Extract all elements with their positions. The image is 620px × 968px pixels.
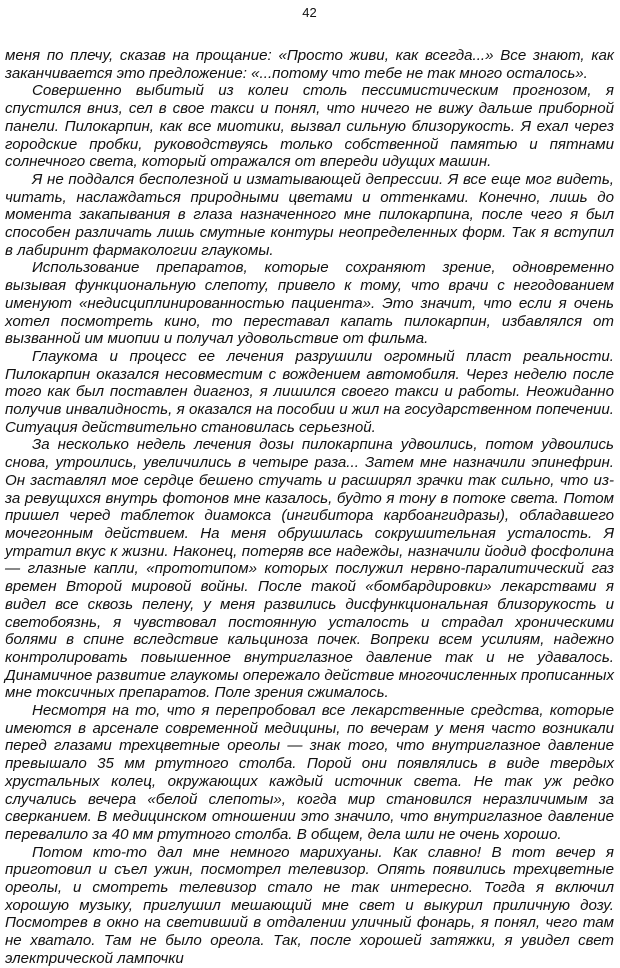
body-text	[5, 47, 614, 968]
paragraph: Совершенно выбитый из колеи столь пессимистическим прогнозом, я спустился вниз, сел в свое такси и понял, что ничего не вижу дальше приборной панели. Пилокарпин, как все миотики, вызвал сильную близорукость. Я ехал через городские пробки, руководствуясь только собственной памятью и пятнами солнечного света, который отражался от впереди идущих машин.	[5, 82, 614, 171]
paragraph: Несмотря на то, что я перепробовал все лекарственные средства, которые имеются в арсенале современной медицины, по вечерам у меня часто возникали перед глазами трехцветные ореолы — знак того, что внутриглазное давление превышало 35 мм ртутного столба. Порой они появлялись в виде твердых хрустальных колец, окружающих каждый источник света. Не так уж редко случались вечера «белой слепоты», когда мир становился неразличимым за сверканием. В медицинском отношении это значило, что внутриглазное давление перевалило за 40 мм ртутного столба. В общем, дела шли не очень хорошо.	[5, 702, 614, 843]
paragraph: меня по плечу, сказав на прощание: «Просто живи, как всегда...» Все знают, как заканчивается это предложение: «...потому что тебе не так много осталось».	[5, 47, 614, 82]
paragraph: За несколько недель лечения дозы пилокарпина удвоились, потом удвоились снова, утроились, увеличились в четыре раза... Затем мне назначили эпинефрин. Он заставлял мое сердце бешено стучать и расширял зрачки так сильно, что из-за ревущихся внутрь фотонов мне казалось, будто я тону в потоке света. Потом пришел черед таблеток диамокса (ингибитора карбоангидразы), обладавшего мочегонным действием. На меня обрушилась сокрушительная усталость. Я утратил вкус к жизни. Наконец, потеряв все надежды, назначили йодид фосфолина — глазные капли, «прототипом» которых послужил нервно-паралитический газ времен Второй мировой войны. После такой «бомбардировки» лекарствами я видел все сквозь пелену, у меня развились дисфункциональная близорукость и светобоязнь, я чувствовал постоянную усталость и страдал хроническими болями в спине вследствие кальциноза почек. Вопреки всем усилиям, надежно контролировать повышенное внутриглазное давление так и не удавалось. Динамичное развитие глаукомы опережало действие многочисленных прописанных мне токсичных препаратов. Поле зрения сжималось.	[5, 436, 614, 702]
paragraph: Я не поддался бесполезной и изматывающей депрессии. Я все еще мог видеть, читать, наслаждаться природными цветами и оттенками. Конечно, лишь до момента закапывания в глаза назначенного мне пилокарпина, после чего я был способен различать лишь смутные контуры неопределенных форм. Так я вступил в лабиринт фармакологии глаукомы.	[5, 170, 614, 259]
paragraph: Использование препаратов, которые сохраняют зрение, одновременно вызывая функциональную слепоту, привело к тому, что врачи с негодованием именуют «недисциплинированностью пациента». Это значит, что если я очень хотел посмотреть кино, то переставал капать пилокарпин, избавлялся от вызванной им миопии и получал удовольствие от фильма.	[5, 259, 614, 348]
paragraph: Потом кто-то дал мне немного марихуаны. Как славно! В тот вечер я приготовил и съел ужин, посмотрел телевизор. Опять появились трехцветные ореолы, и смотреть телевизор стало не так интересно. Тогда я включил хорошую музыку, приглушил мешающий мне свет и выкурил приличную дозу. Посмотрев в окно на светивший в отдалении уличный фонарь, я понял, чего там не хватало. Там не было ореола. Так, после хорошей затяжки, я увидел свет электрической лампочки	[5, 843, 614, 967]
paragraph: Глаукома и процесс ее лечения разрушили огромный пласт реальности. Пилокарпин оказался несовместим с вождением автомобиля. Через неделю после того как был поставлен диагноз, я лишился своего такси и работы. Неожиданно получив инвалидность, я оказался на пособии и жил на государственном попечении. Ситуация действительно становилась серьезной.	[5, 347, 614, 436]
page-number: 42	[302, 5, 317, 20]
